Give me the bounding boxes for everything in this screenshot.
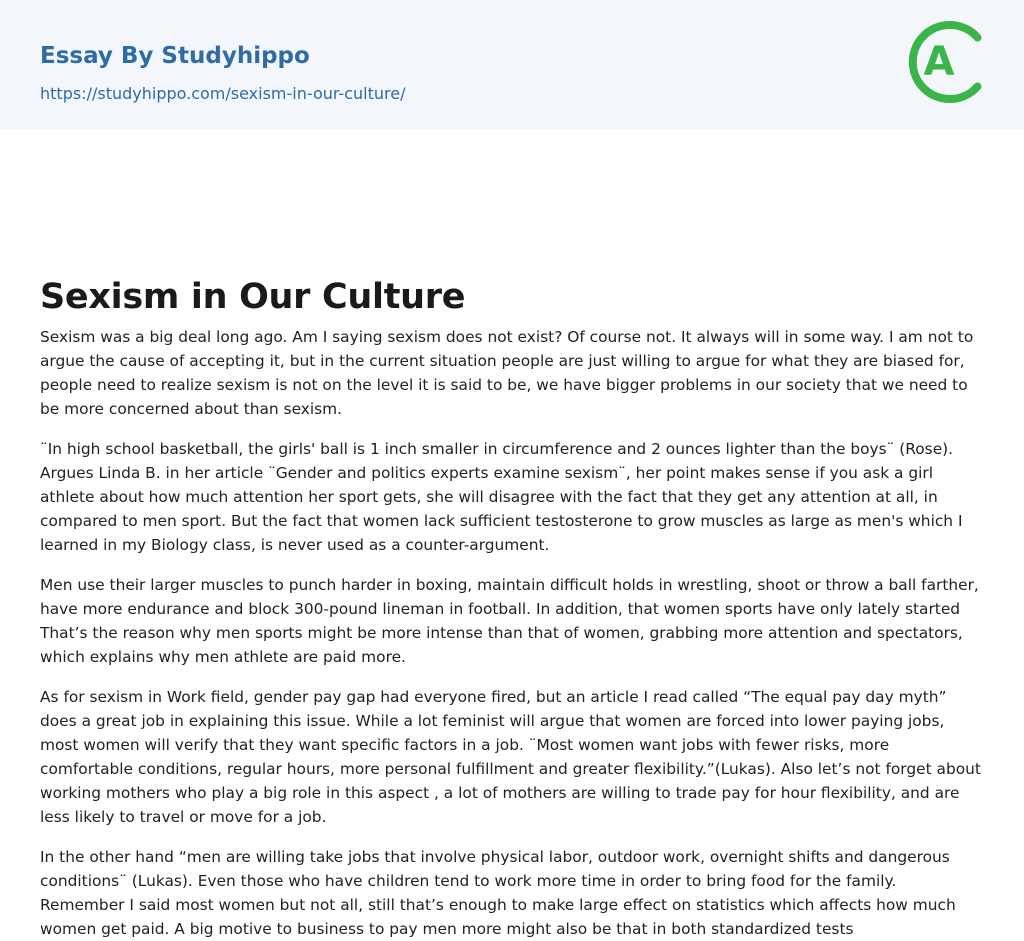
essay-paragraph: Men use their larger muscles to punch harder in boxing, maintain difficult holds in wrestling, shoot or throw a ball farther, have more endurance and block 300-pound lineman in football. In addition, that women sports have only lately started That’s the reason why men sports might be more intense than that of women, grabbing more attention and spectators, which explains why men athlete are paid more.	[40, 576, 979, 666]
page-url-link[interactable]: https://studyhippo.com/sexism-in-our-culture/	[40, 84, 406, 103]
brand-title[interactable]: Essay By Studyhippo	[40, 43, 310, 69]
studyhippo-logo-icon[interactable]	[908, 18, 988, 106]
essay-paragraph: As for sexism in Work field, gender pay gap had everyone fired, but an article I read called “The equal pay day myth” does a great job in explaining this issue. While a lot feminist will argue that women are forced into lower paying jobs, most women will verify that they want specific factors in a job. ¨Most women want jobs with fewer risks, more comfortable conditions, regular hours, more personal fulfillment and greater flexibility.”(Lukas). Also let’s not forget about working mothers who play a big role in this aspect , a lot of mothers are willing to trade pay for hour flexibility, and are less likely to travel or move for a job.	[40, 688, 981, 826]
essay-article	[0, 129, 1024, 941]
essay-paragraph: ¨In high school basketball, the girls' ball is 1 inch smaller in circumference and 2 ounces lighter than the boys¨ (Rose). Argues Linda B. in her article ¨Gender and politics experts examine sexism¨, her point makes sense if you ask a girl athlete about how much attention her sport gets, she will disagree with the fact that they get any attention at all, in compared to men sport. But the fact that women lack sufficient testosterone to grow muscles as large as men's which I learned in my Biology class, is never used as a counter-argument.	[40, 440, 963, 554]
essay-paragraph: In the other hand “men are willing take jobs that involve physical labor, outdoor work, overnight shifts and dangerous conditions¨ (Lukas). Even those who have children tend to work more time in order to bring food for the family. Remember I said most women but not all, still that’s enough to make large effect on statistics which affects how much women get paid. A big motive to business to pay men more might also be that in both standardized tests	[40, 848, 956, 938]
logo-letter: A	[923, 39, 955, 85]
page-title: Sexism in Our Culture	[40, 277, 466, 317]
essay-paragraph: Sexism was a big deal long ago. Am I saying sexism does not exist? Of course not. It always will in some way. I am not to argue the cause of accepting it, but in the current situation people are just willing to argue for what they are biased for, people need to realize sexism is not on the level it is said to be, we have bigger problems in our society that we need to be more concerned about than sexism.	[40, 328, 974, 418]
site-header	[0, 0, 1024, 129]
essay-body	[40, 325, 984, 941]
